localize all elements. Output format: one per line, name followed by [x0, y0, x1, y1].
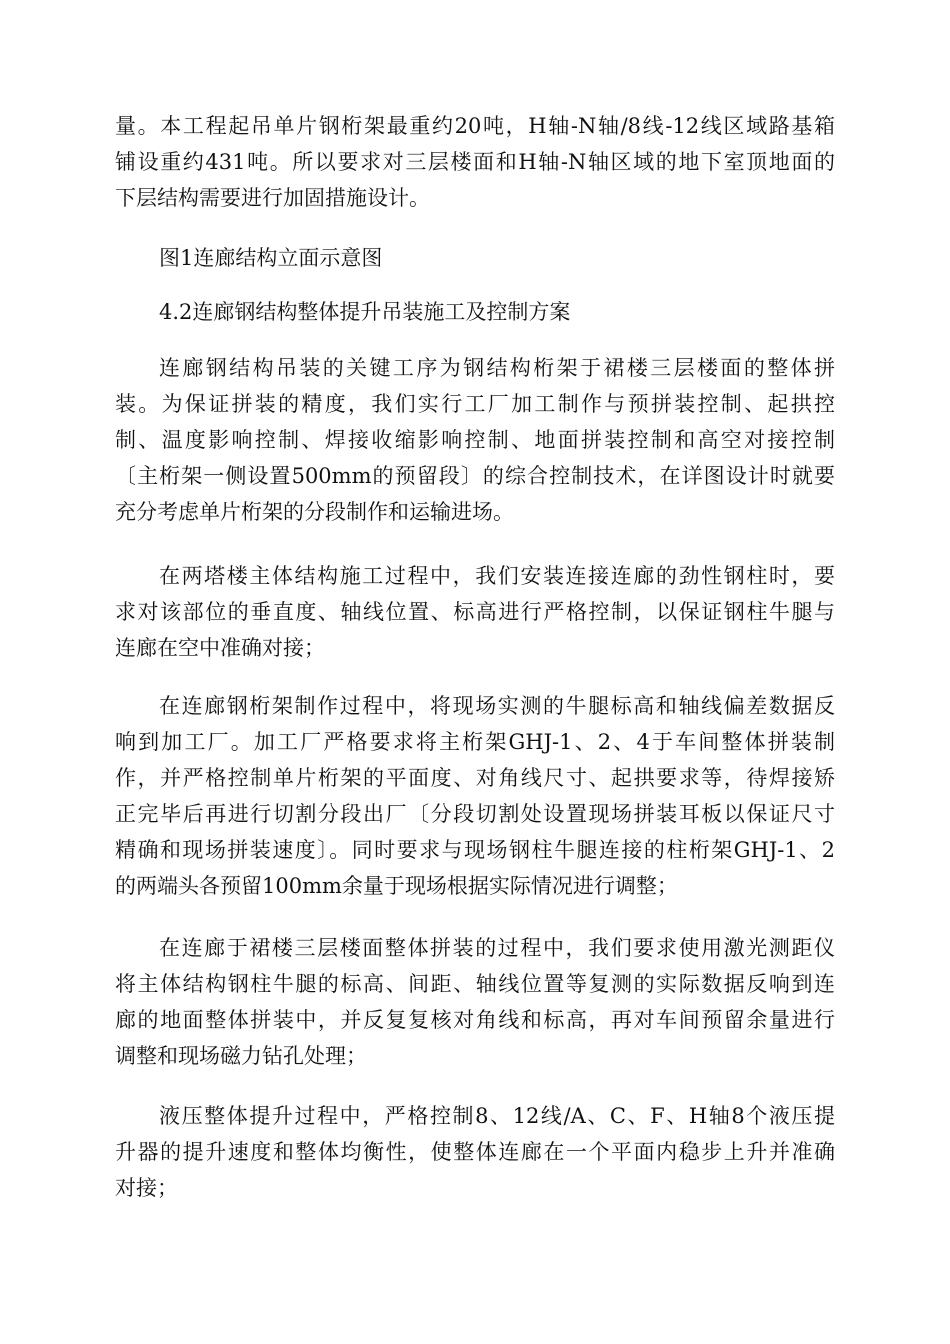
- text-line: 在连廊钢桁架制作过程中，将现场实测的牛腿标高和轴线偏差数据反: [159, 694, 835, 718]
- text-line: 升器的提升速度和整体均衡性，使整体连廊在一个平面内稳步上升并准确: [115, 1140, 835, 1164]
- text-line: 响到加工厂。加工厂严格要求将主桁架GHJ-1、2、4于车间整体拼装制: [115, 730, 835, 754]
- text-line: 的两端头各预留100mm余量于现场根据实际情况进行调整；: [115, 874, 678, 898]
- text-line: 作，并严格控制单片桁架的平面度、对角线尺寸、起拱要求等，待焊接矫: [115, 766, 835, 790]
- text-line: 装。为保证拼装的精度，我们实行工厂加工制作与预拼装控制、起拱控: [115, 392, 835, 416]
- text-line: 求对该部位的垂直度、轴线位置、标高进行严格控制，以保证钢柱牛腿与: [115, 600, 835, 624]
- text-line: 连廊在空中准确对接；: [115, 636, 325, 660]
- paragraph: [115, 558, 835, 666]
- text-line: 4.2连廊钢结构整体提升吊装施工及控制方案: [159, 300, 571, 324]
- text-line: 铺设重约431吨。所以要求对三层楼面和H轴-N轴区域的地下室顶地面的: [115, 150, 835, 174]
- paragraph-continuation: [115, 108, 835, 216]
- text-line: 量。本工程起吊单片钢桁架最重约20吨，H轴-N轴/8线-12线区域路基箱: [115, 114, 835, 138]
- text-line: 充分考虑单片桁架的分段制作和运输进场。: [115, 500, 514, 524]
- text-line: 对接；: [115, 1176, 178, 1200]
- section-heading: [115, 294, 835, 330]
- text-line: 液压整体提升过程中，严格控制8、12线/A、C、F、H轴8个液压提: [159, 1104, 835, 1128]
- text-line: 制、温度影响控制、焊接收缩影响控制、地面拼装控制和高空对接控制: [115, 428, 835, 452]
- figure-caption: [115, 240, 835, 276]
- text-line: 廊的地面整体拼装中，并反复复核对角线和标高，再对车间预留余量进行: [115, 1008, 835, 1032]
- paragraph: [115, 930, 835, 1074]
- text-line: 图1连廊结构立面示意图: [159, 246, 383, 270]
- text-line: 将主体结构钢柱牛腿的标高、间距、轴线位置等复测的实际数据反响到连: [115, 972, 835, 996]
- text-line: 调整和现场磁力钻孔处理；: [115, 1044, 367, 1068]
- paragraph: [115, 1098, 835, 1206]
- text-line: 正完毕后再进行切割分段出厂〔分段切割处设置现场拼装耳板以保证尺寸: [115, 802, 835, 826]
- paragraph: [115, 688, 835, 904]
- text-line: 连廊钢结构吊装的关键工序为钢结构桁架于裙楼三层楼面的整体拼: [159, 356, 835, 380]
- text-line: 在连廊于裙楼三层楼面整体拼装的过程中，我们要求使用激光测距仪: [159, 936, 835, 960]
- text-line: 〔主桁架一侧设置500mm的预留段〕的综合控制技术，在详图设计时就要: [115, 464, 835, 488]
- text-line: 在两塔楼主体结构施工过程中，我们安装连接连廊的劲性钢柱时，要: [159, 564, 835, 588]
- text-line: 下层结构需要进行加固措施设计。: [115, 186, 430, 210]
- paragraph: [115, 350, 835, 530]
- text-line: 精确和现场拼装速度〕。同时要求与现场钢柱牛腿连接的柱桁架GHJ-1、2: [115, 838, 835, 862]
